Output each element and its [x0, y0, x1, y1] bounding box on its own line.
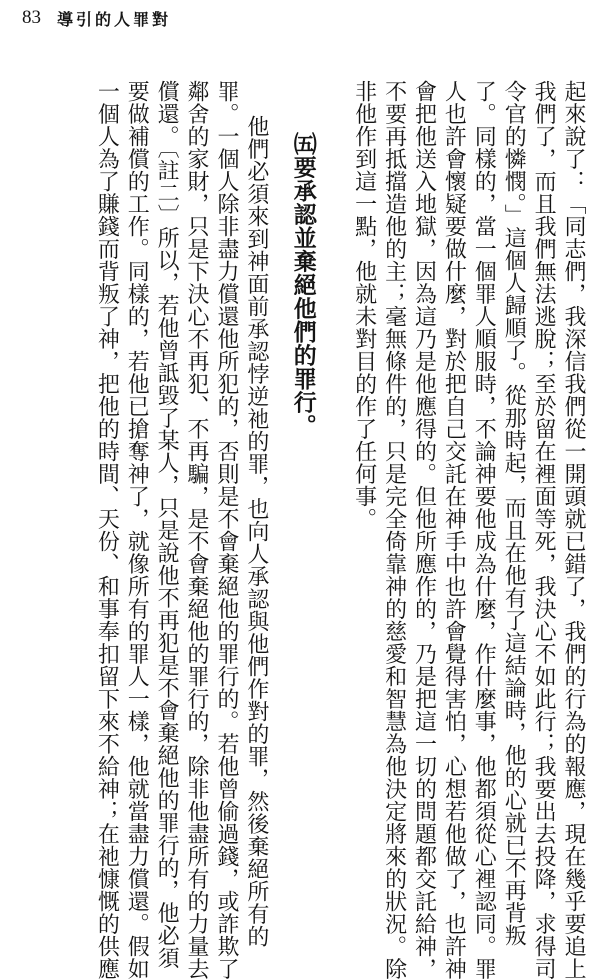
- text-line: 了。同樣的，當一個罪人順服時，不論神要他成為什麼，作什麼事，他都須從心裡認同。罪: [471, 80, 497, 980]
- running-title: 導引的人罪對: [57, 9, 172, 29]
- page-number: 83: [22, 7, 41, 28]
- text-line: 人也許會懷疑要做什麼，對於把自己交託在神手中也許會覺得害怕，心想若他做了，也許神: [441, 80, 467, 980]
- text-line: 令官的憐憫。」這個人歸順了。從那時起，而且在他有了這結論時，他的心就已不再背叛: [501, 80, 527, 947]
- text-line: 償還。〔註二〕所以，若他曾詆毀了某人，只是說他不再犯是不會棄絕他的罪行的，他必須: [154, 80, 180, 969]
- text-line: 起來說了：「同志們，我深信我們從一開頭就已錯了，我們的行為的報應，現在幾乎要追上: [561, 80, 586, 980]
- text-line: 非他作到這一點，他就未對目的作了任何事。: [351, 80, 377, 530]
- section-heading: ㈤要承認並棄絕他們的罪行。: [289, 132, 316, 438]
- text-line: 要做補償的工作。同樣的，若他已搶奪神了，就像所有的罪人一樣，他就當盡力償還。假如: [124, 80, 150, 980]
- text-line: 不要再抵擋造他的主；毫無條件的，只是完全倚靠神的慈愛和智慧為他決定將來的狀況。除: [381, 80, 407, 980]
- text-line: 罪。一個人除非盡力償還他所犯的，否則是不會棄絕他的罪行的。若他曾偷過錢，或詐欺了: [213, 80, 239, 980]
- body-text: [91, 80, 588, 980]
- text-line: 會把他送入地獄，因為這乃是他應得的。但他所應作的，乃是把這一切的問題都交託給神，: [411, 80, 437, 980]
- text-line: 他們必須來到神面前承認悖逆祂的罪，也向人承認與他們作對的罪，然後棄絕所有的: [243, 115, 269, 948]
- text-line: 一個人為了賺錢而背叛了神，把他的時間、天份、和事奉扣留下來不給神；在祂慷慨的供應: [94, 80, 120, 980]
- text-line: 鄰舍的家財，只是下決心不再犯、不再騙，是不會棄絕他的罪行的，除非他盡所有的力量去: [184, 80, 210, 980]
- page-header: [22, 4, 171, 32]
- text-line: 我們了，而且我們無法逃脫；至於留在裡面等死，我決心不如此行；我要出去投降，求得司: [531, 80, 557, 980]
